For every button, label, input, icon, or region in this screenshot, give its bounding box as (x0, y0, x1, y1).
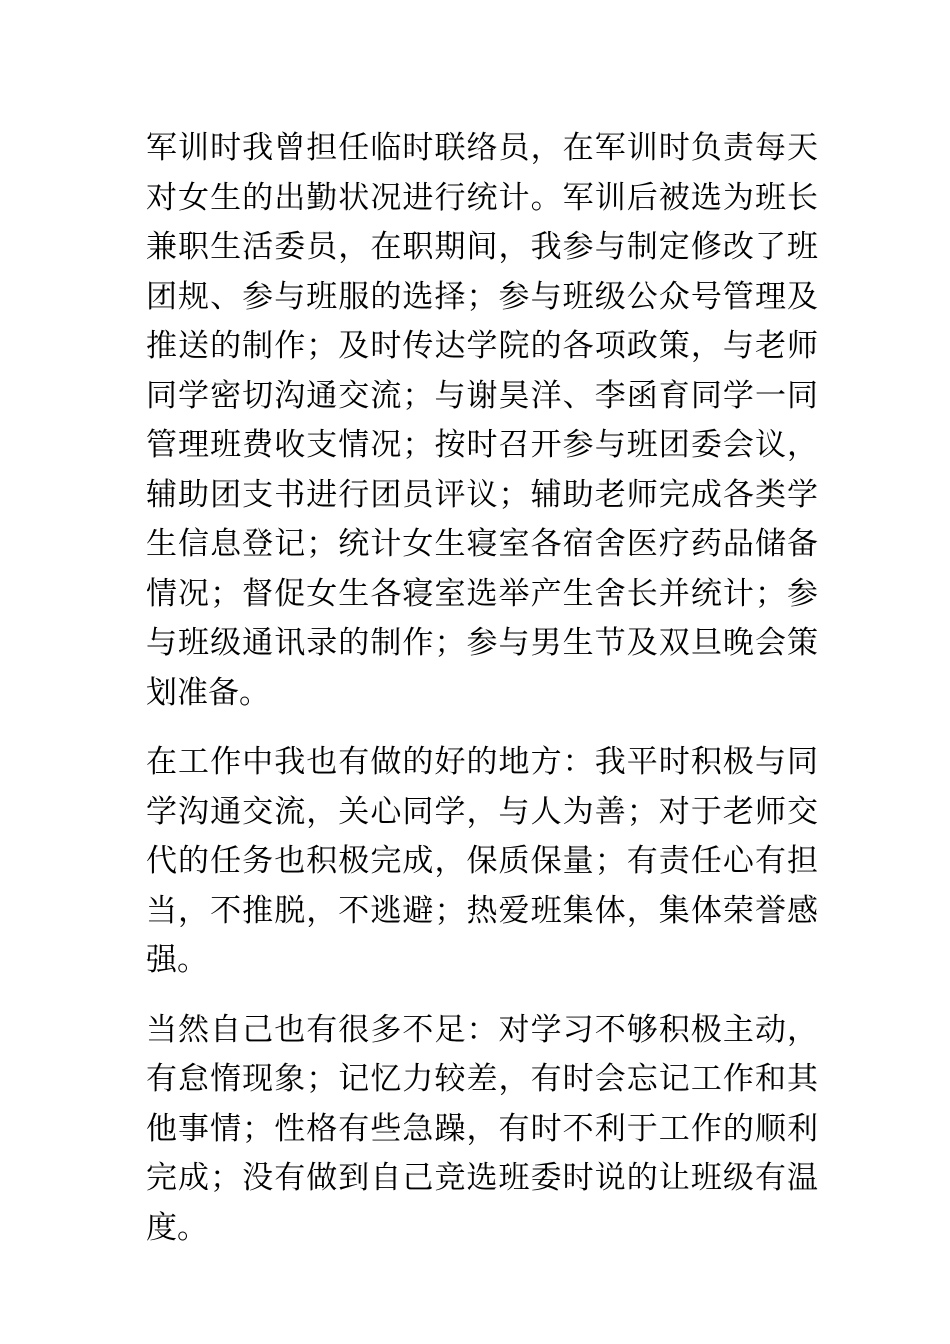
paragraph-shortcomings: 当然自己也有很多不足：对学习不够积极主动，有怠惰现象；记忆力较差，有时会忘记工作和其他事情；性格有些急躁，有时不利于工作的顺利完成；没有做到自己竞选班委时说的让班级有温度。 (146, 1011, 818, 1246)
paragraph-strengths: 在工作中我也有做的好的地方：我平时积极与同学沟通交流，关心同学，与人为善；对于老师交代的任务也积极完成，保质保量；有责任心有担当，不推脱，不逃避；热爱班集体，集体荣誉感强。 (146, 744, 818, 978)
paragraph-military-training-duties: 军训时我曾担任临时联络员，在军训时负责每天对女生的出勤状况进行统计。军训后被选为班长兼职生活委员，在职期间，我参与制定修改了班团规、参与班服的选择；参与班级公众号管理及推送的制作；及时传达学院的各项政策，与老师同学密切沟通交流；与谢昊洋、李函育同学一同管理班费收支情况；按时召开参与班团委会议，辅助团支书进行团员评议；辅助老师完成各类学生信息登记；统计女生寝室各宿舍医疗药品储备情况；督促女生各寝室选举产生舍长并统计；参与班级通讯录的制作；参与男生节及双旦晚会策划准备。 (146, 130, 818, 711)
document-body (146, 124, 818, 1253)
